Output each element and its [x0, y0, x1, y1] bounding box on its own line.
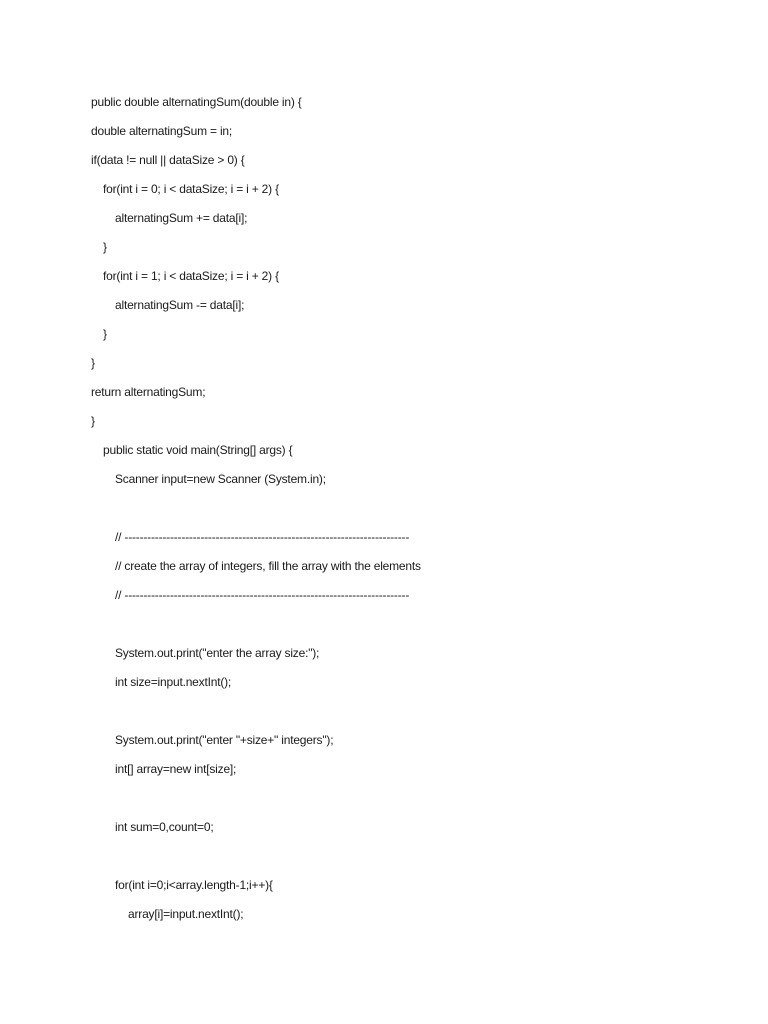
code-listing	[91, 92, 421, 933]
blank-line	[91, 846, 421, 875]
blank-line	[91, 788, 421, 817]
blank-line	[91, 498, 421, 527]
code-line: Scanner input=new Scanner (System.in);	[115, 472, 326, 486]
comment-line: // create the array of integers, fill the array with the elements	[115, 559, 421, 573]
code-line: }	[91, 356, 95, 370]
code-line: alternatingSum -= data[i];	[115, 298, 245, 312]
code-line: int size=input.nextInt();	[115, 675, 232, 689]
code-line: public double alternatingSum(double in) {	[91, 95, 302, 109]
code-line: public static void main(String[] args) {	[103, 443, 293, 457]
code-line: int[] array=new int[size];	[115, 762, 237, 776]
code-line: for(int i = 1; i < dataSize; i = i + 2) {	[103, 269, 279, 283]
code-line: }	[91, 414, 95, 428]
comment-line: // ---------------------------------------------------------------------------	[115, 588, 410, 602]
code-line: double alternatingSum = in;	[91, 124, 233, 138]
code-line: System.out.print("enter the array size:");	[115, 646, 320, 660]
blank-line	[91, 701, 421, 730]
code-line: for(int i = 0; i < dataSize; i = i + 2) {	[103, 182, 279, 196]
code-line: for(int i=0;i<array.length-1;i++){	[115, 878, 273, 892]
code-line: }	[103, 327, 107, 341]
code-line: if(data != null || dataSize > 0) {	[91, 153, 245, 167]
comment-line: // ---------------------------------------------------------------------------	[115, 530, 410, 544]
code-line: System.out.print("enter "+size+" integers");	[115, 733, 334, 747]
blank-line	[91, 614, 421, 643]
code-line: array[i]=input.nextInt();	[128, 907, 244, 921]
code-line: int sum=0,count=0;	[115, 820, 214, 834]
code-line: return alternatingSum;	[91, 385, 206, 399]
code-line: alternatingSum += data[i];	[115, 211, 248, 225]
code-line: }	[103, 240, 107, 254]
